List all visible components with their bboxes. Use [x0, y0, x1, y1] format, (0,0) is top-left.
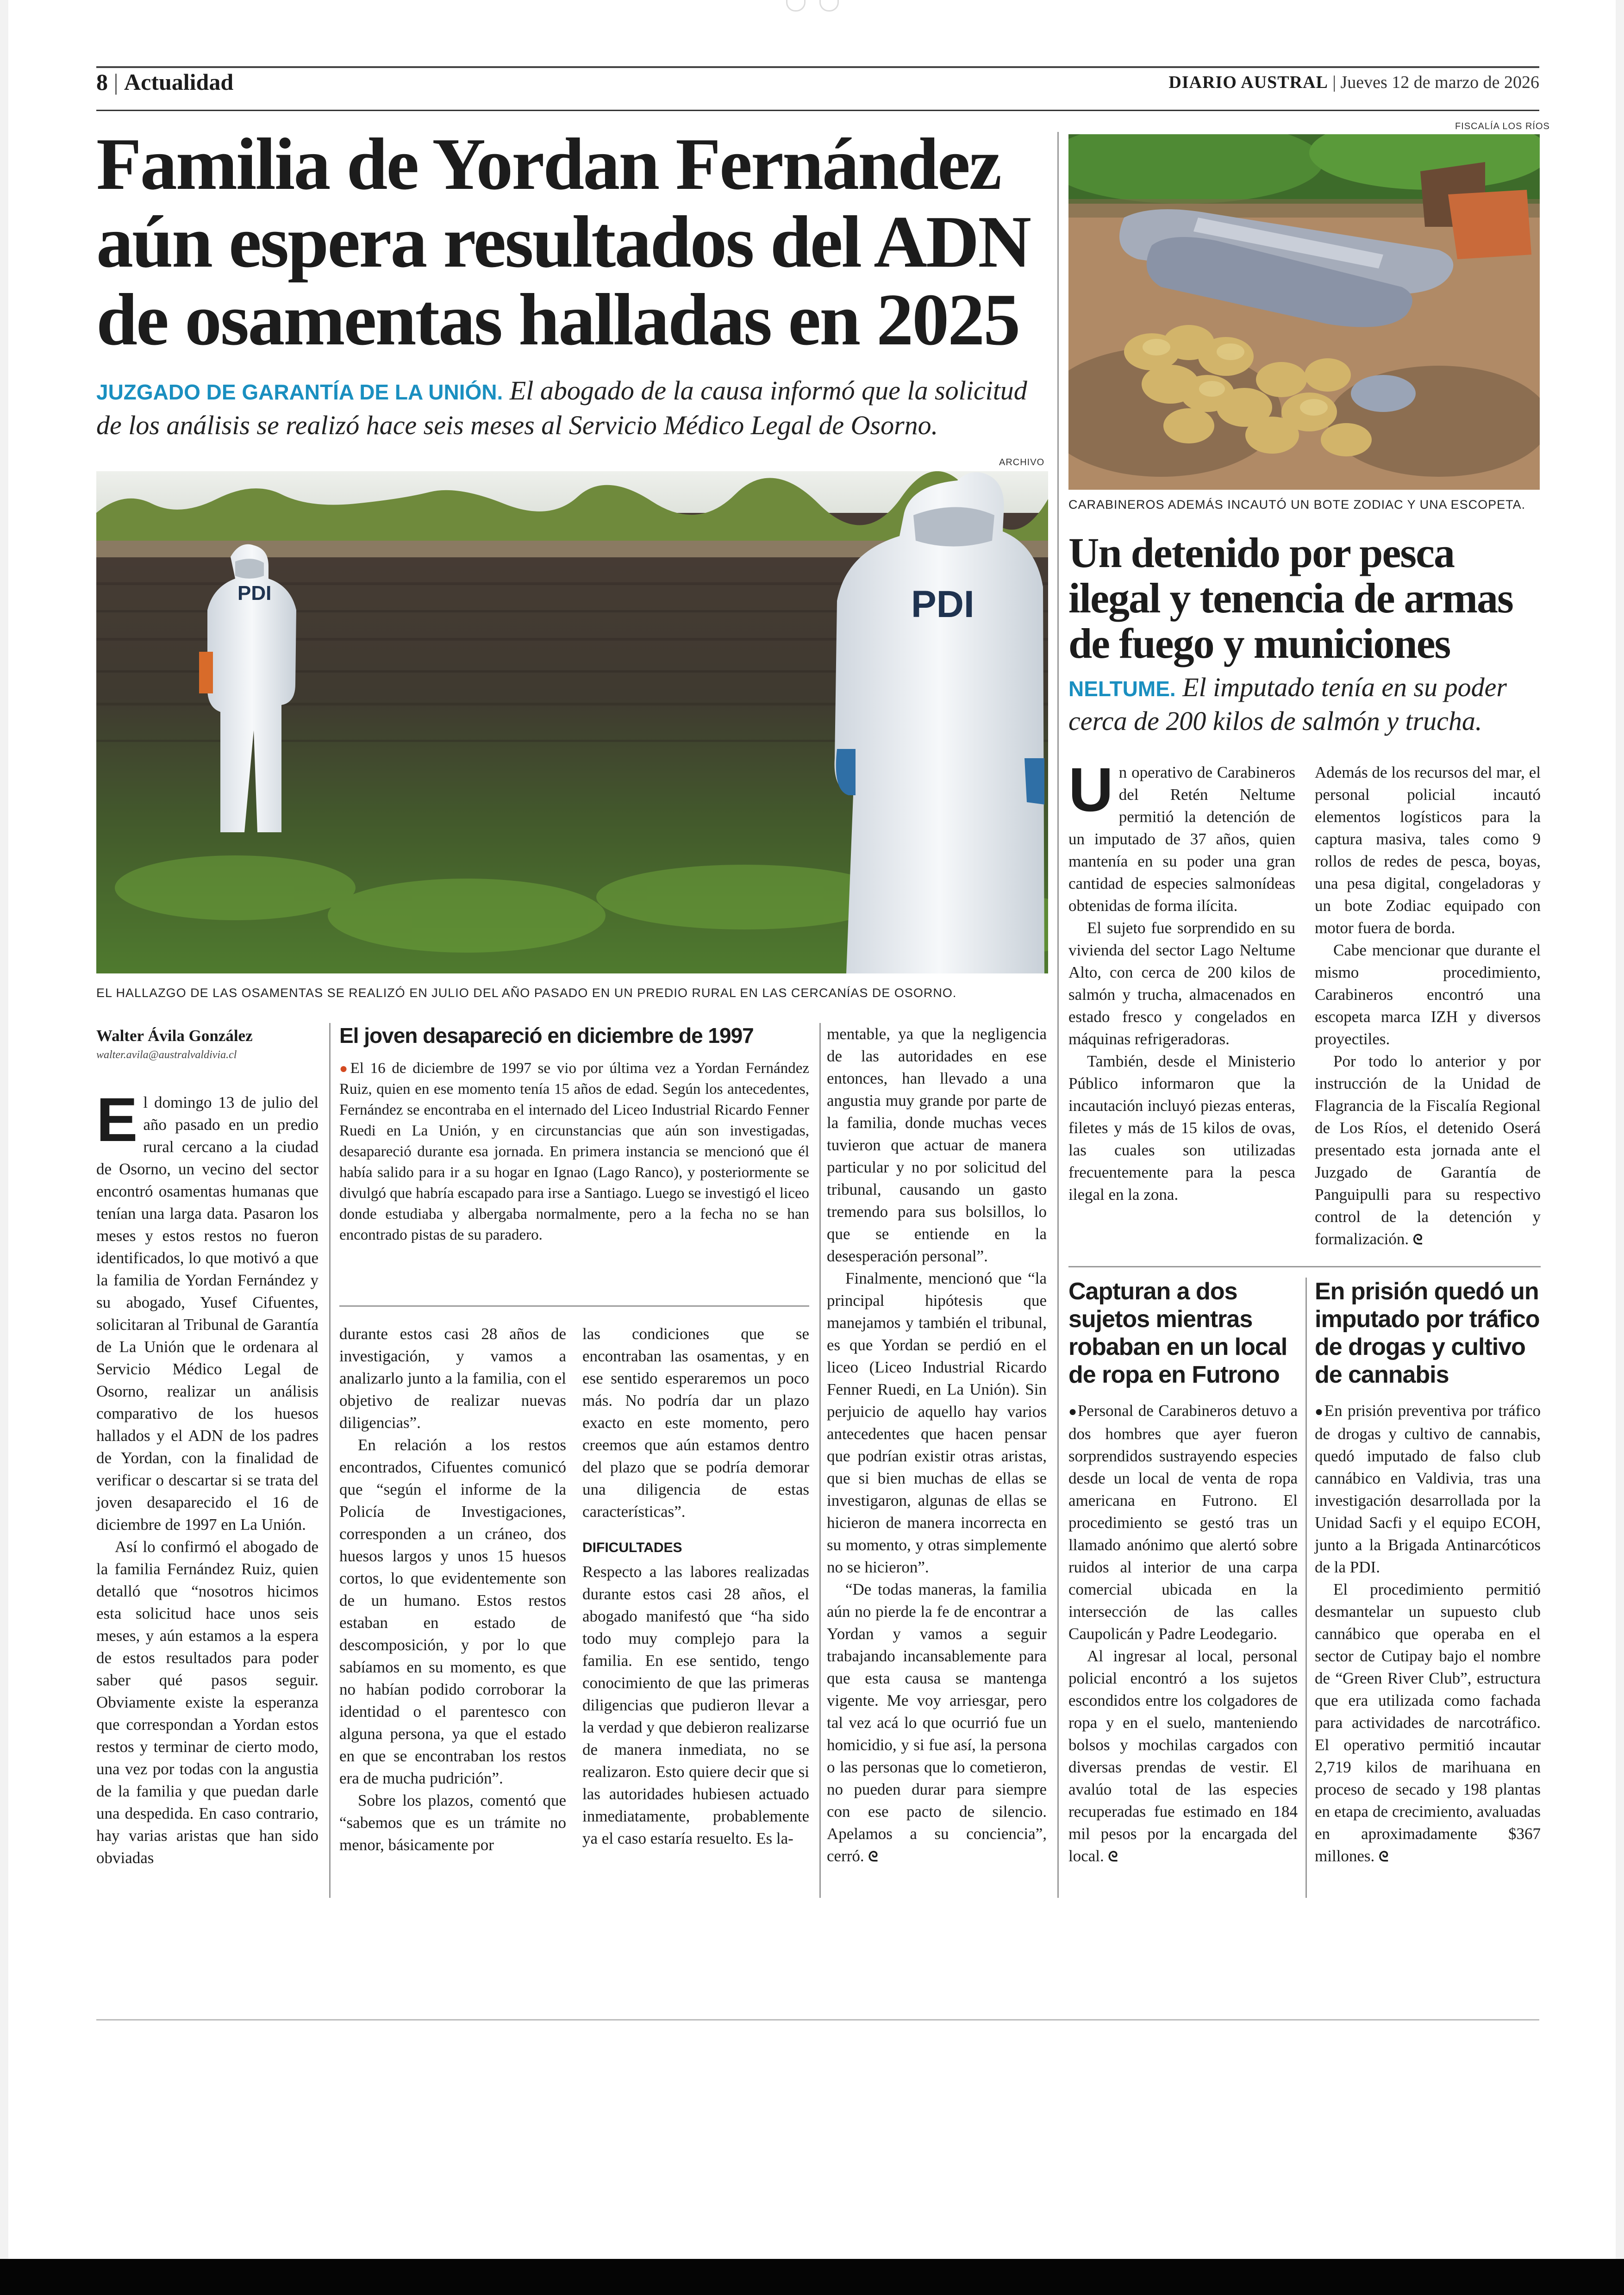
- paragraph: También, desde el Ministerio Público informaron que la incautación incluyó piezas enteras, filetes y más de 15 kilos de ovas, las cuales son utilizadas frecuentemente para la pesca ilegal en la zona.: [1068, 1052, 1295, 1204]
- paragraph: “De todas maneras, la familia aún no pierde la fe de encontrar a Yordan y vamos a seguir trabajando incansablemente para que esta causa se mantenga vigente. Me voy arriesgar, pero tal vez acá lo que ocurrió fue un homicidio, y si fue así, la persona o las personas que lo cometieron, no pueden durar para siempre con ese pacto de silencio. Apelamos a su conciencia”, cerró.: [827, 1580, 1047, 1865]
- footer-rule: [96, 2019, 1539, 2021]
- paragraph: El procedimiento permitió desmantelar un supuesto club cannábico que operaba en el sector de Cutipay bajo el nombre de “Green River Club”, estructura que era utilizada como fachada para actividades de narcotráfico. El operativo permitió incautar 2,719 kilos de marihuana en proceso de secado y 198 plantas en etapa de crecimiento, avaluadas en aproximadamente $367 millones.: [1315, 1580, 1541, 1865]
- byline: [96, 1027, 319, 1061]
- end-of-article-icon: ᘓ: [1108, 1849, 1118, 1865]
- paragraph: Además de los recursos del mar, el personal policial incautó elementos logísticos para la captura masiva, tales como 9 rollos de redes de pesca, boyas, una pesa digital, congeladoras y un bote Zodiac equipado con motor fuera de borda.: [1315, 763, 1541, 937]
- paragraph: Por todo lo anterior y por instrucción de la Unidad de Flagrancia de la Fiscalía Regional de Los Ríos, el detenido Oserá presentado esta jornada ante el Juzgado de Garantía de Panguipulli para su respectivo control de la detención y formalización.: [1315, 1052, 1541, 1248]
- subhead: DIFICULTADES: [582, 1540, 682, 1555]
- paragraph: Al ingresar al local, personal policial encontró a los sujetos escondidos entre los colgadores de ropa y en el suelo, manteniendo bolsos y mochilas cargados con diversas prendas de vestir. El avalúo total de las especies recuperadas fue estimado en 184 mil pesos por la encargada del local.: [1068, 1647, 1298, 1865]
- scroll-indicator-icon: [786, 0, 806, 12]
- drop-cap: U: [1068, 755, 1113, 824]
- second-deck-text: El imputado tenía en su poder cerca de 200 kilos de salmón y trucha.: [1068, 672, 1507, 736]
- sidebar-text: El 16 de diciembre de 1997 se vio por última vez a Yordan Fernández Ruiz, quien en ese momento tenía 15 años de edad. Según los antecedentes, Fernández se encontraba en el internado del Liceo Industrial Ricardo Fenner Ruedi en La Unión, y en circunstancias que aún son investigadas, desapareció durante esa jornada. En primera instancia se mencionó que él había salido para ir a su hogar en Ignao (Lago Ranco), y posteriormente se divulgó que habría escapado para irse a Santiago. Luego se investigó el liceo donde estudiaba y albergaba normalmente, pero a la fecha no se han encontrado pistas de su paradero.: [339, 1060, 809, 1243]
- paragraph: mentable, ya que la negligencia de las autoridades en ese entonces, han llevado a una angustia muy grande por parte de la familia, donde muchas veces tuvieron que actuar de manera particular y no por solicitud del tribunal, causando un gasto tremendo para sus bolsillos, lo que se entiende en la desesperación personal”.: [827, 1025, 1047, 1265]
- second-headline: Un detenido por pesca ilegal y tenencia de armas de fuego y municiones: [1068, 529, 1513, 667]
- second-article-column-1: [1068, 755, 1295, 1206]
- newspaper-page: [8, 0, 1616, 2259]
- main-deck: [96, 374, 1059, 442]
- paragraph: En prisión preventiva por tráfico de drogas y cultivo de cannabis, quedó imputado de falso club cannábico en Valdivia, tras una investigación desarrollada por la Unidad Sacfi y el equipo ECOH, junto a la Brigada Antinarcóticos de la PDI.: [1315, 1402, 1541, 1576]
- drop-cap: E: [96, 1085, 138, 1154]
- second-kicker: NELTUME.: [1068, 677, 1176, 701]
- main-article-column-1: [96, 1085, 319, 1869]
- briefs-top-rule: [1068, 1266, 1541, 1267]
- paragraph: Sobre los plazos, comentó que “sabemos que es un trámite no menor, básicamente por: [339, 1791, 566, 1854]
- sidebar-box: [339, 1023, 809, 1246]
- bottom-bar: [0, 2259, 1624, 2295]
- brief-2-headline: En prisión quedó un imputado por tráfico de drogas y cultivo de cannabis: [1315, 1278, 1540, 1388]
- page-section-label: 8 | Actualidad: [96, 69, 234, 95]
- sidebar-bottom-rule: [339, 1305, 809, 1307]
- main-photo-credit: ARCHIVO: [999, 457, 1045, 468]
- column-divider: [1305, 1278, 1307, 1898]
- masthead: DIARIO AUSTRAL | Jueves 12 de marzo de 2026: [1168, 73, 1539, 92]
- section-name: Actualidad: [124, 69, 234, 95]
- paragraph: Respecto a las labores realizadas durante estos casi 28 años, el abogado manifestó que “ha sido todo muy complejo para la familia. En ese sentido, tengo conocimiento de que las primeras diligencias que pudieron llevar a la verdad y que debieron realizarse de manera inmediata, no se realizaron. Esto quiere decir que si las autoridades hubiesen actuado inmediatamente, probablemente ya el caso estaría resuelto. Es la-: [582, 1563, 809, 1847]
- second-photo: [1068, 134, 1540, 490]
- column-divider: [819, 1023, 821, 1898]
- main-photo-caption: EL HALLAZGO DE LAS OSAMENTAS SE REALIZÓ EN JULIO DEL AÑO PASADO EN UN PREDIO RURAL EN LAS CERCANÍAS DE OSORNO.: [96, 986, 957, 1000]
- section-divider: [1057, 132, 1059, 1898]
- second-article-column-2: [1315, 761, 1541, 1251]
- paragraph: En relación a los restos encontrados, Cifuentes comunicó que “según el informe de la Policía de Investigaciones, corresponden a un cráneo, dos huesos largos y unos 15 huesos cortos, lo que evidentemente son de un humano. Estos restos estaban en estado de descomposición, y por lo que sabíamos en su momento, es que no habían podido corroborar la identidad o el parentesco con alguna persona, ya que el estado en que se encontraban los restos era de mucha pudrición”.: [339, 1436, 566, 1787]
- end-of-article-icon: ᘓ: [1412, 1232, 1423, 1248]
- main-kicker: JUZGADO DE GARANTÍA DE LA UNIÓN.: [96, 380, 503, 404]
- paragraph: Así lo confirmó el abogado de la familia Fernández Ruiz, quien detalló que “nosotros hicimos esta solicitud hace unos seis meses, y aún estamos a la espera de estos resultados para poder saber qué pasos seguir. Obviamente existe la esperanza que correspondan a Yordan estos restos y terminar de cierto modo, una vez por todas con la angustia de la familia y que puedan darle una despedida. En caso contrario, hay varias aristas que han sido obviadas: [96, 1538, 319, 1867]
- end-of-article-icon: ᘓ: [1379, 1849, 1389, 1865]
- author-email: walter.avila@australvaldivia.cl: [96, 1049, 237, 1061]
- paragraph: n operativo de Carabineros del Retén Neltume permitió la detención de un imputado de 37 años, quien mantenía en su poder una gran cantidad de especies salmonídeas obtenidas de forma ilícita.: [1068, 763, 1295, 915]
- brief-1-headline: Capturan a dos sujetos mientras robaban en un local de ropa en Futrono: [1068, 1278, 1287, 1388]
- main-article-column-2: [339, 1323, 566, 1856]
- newspaper-brand: DIARIO AUSTRAL: [1168, 73, 1328, 92]
- brief-article-2: [1315, 1278, 1541, 1868]
- paragraph: l domingo 13 de julio del año pasado en un predio rural cercano a la ciudad de Osorno, un vecino del sector encontró osamentas humanas que tenían una larga data. Pasaron los meses y estos restos no fueron identificados, lo que motivó a que la familia de Yordan Fernández y su abogado, Yusef Cifuentes, solicitaran al Tribunal de Garantía de La Unión que le ordenara al Servicio Médico Legal de Osorno, realizar un análisis comparativo de los huesos hallados y el ADN de los padres de Yordan, con la finalidad de verificar o descartar si se trata del joven desaparecido el 16 de diciembre de 1997 en La Unión.: [96, 1093, 319, 1534]
- bullet-icon: ●: [1315, 1404, 1324, 1419]
- second-photo-caption: CARABINEROS ADEMÁS INCAUTÓ UN BOTE ZODIAC Y UNA ESCOPETA.: [1068, 498, 1526, 511]
- brief-article-1: [1068, 1278, 1298, 1868]
- vest-label-right: PDI: [911, 583, 974, 625]
- header-bottom-rule: [96, 110, 1539, 111]
- end-of-article-icon: ᘓ: [868, 1849, 878, 1865]
- scroll-indicator-icon: [819, 0, 839, 12]
- paragraph: Cabe mencionar que durante el mismo procedimiento, Carabineros encontró una escopeta marca IZH y diversos proyectiles.: [1315, 941, 1541, 1048]
- main-article-column-4: [827, 1023, 1047, 1868]
- paragraph: las condiciones que se encontraban las osamentas, y en ese sentido esperaremos un poco más. No podría dar un plazo exacto en este momento, pero creemos que aún estamos dentro del plazo que se podría demorar una diligencia de estas características”.: [582, 1325, 809, 1521]
- page-number: 8: [96, 69, 108, 95]
- bullet-icon: ●: [339, 1061, 350, 1076]
- author-name: Walter Ávila González: [96, 1027, 253, 1045]
- issue-date: Jueves 12 de marzo de 2026: [1340, 73, 1539, 92]
- vest-label-left: PDI: [237, 582, 272, 605]
- main-article-column-3: [582, 1323, 809, 1850]
- paragraph: Finalmente, mencionó que “la principal hipótesis que manejamos y también el tribunal, es que Yordan se perdió en el liceo (Liceo Industrial Ricardo Fenner Ruedi, en La Unión). Sin perjuicio de aquello hay varios antecedentes que hacen pensar que podrían existir otras aristas, que si bien muchas de ellas se investigaron, algunas de ellas se hicieron de manera incorrecta en su momento, y otras simplemente no se hicieron”.: [827, 1269, 1047, 1576]
- main-photo: [96, 471, 1048, 973]
- main-headline: Familia de Yordan Fernández aún espera resultados del ADN de osamentas halladas en 2025: [96, 123, 1030, 361]
- header-top-rule: [96, 66, 1539, 68]
- column-divider: [329, 1023, 331, 1898]
- seized-items-image: [1068, 134, 1540, 490]
- second-photo-credit: FISCALÍA LOS RÍOS: [1455, 121, 1550, 131]
- field-scene-image: [96, 471, 1048, 973]
- paragraph: durante estos casi 28 años de investigación, y vamos a analizarlo junto a la familia, con el objetivo de realizar nuevas diligencias”.: [339, 1325, 566, 1432]
- sidebar-title: El joven desapareció en diciembre de 1997: [339, 1023, 754, 1048]
- bullet-icon: ●: [1068, 1404, 1078, 1419]
- main-deck-text: El abogado de la causa informó que la solicitud de los análisis se realizó hace seis meses al Servicio Médico Legal de Osorno.: [96, 375, 1027, 440]
- paragraph: Personal de Carabineros detuvo a dos hombres que ayer fueron sorprendidos sustrayendo especies desde un local de venta de ropa americana en Futrono. El procedimiento se gestó tras un llamado anónimo que alertó sobre ruidos al interior de una carpa comercial ubicada en la intersección de las calles Caupolicán y Padre Leodegario.: [1068, 1402, 1298, 1643]
- paragraph: El sujeto fue sorprendido en su vivienda del sector Lago Neltume Alto, con cerca de 200 kilos de salmón y trucha, almacenados en estado fresco y congelados en máquinas refrigeradoras.: [1068, 919, 1295, 1048]
- second-deck: [1068, 671, 1541, 737]
